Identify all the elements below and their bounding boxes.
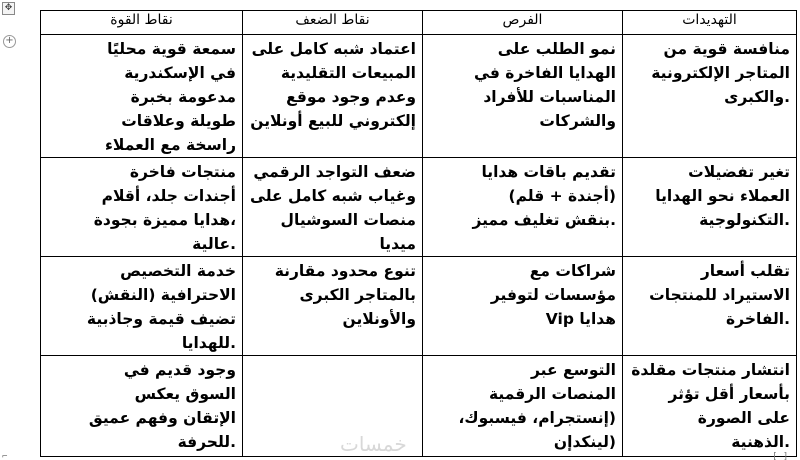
table-cell[interactable]: تغير تفضيلات العملاء نحو الهدايا .التكنولوجية <box>623 158 797 257</box>
page-corner-mark: ⌐ <box>2 452 8 460</box>
table-row <box>41 257 797 356</box>
table-cell[interactable]: سمعة قوية محليًا في الإسكندرية مدعومة بخبرة طويلة وعلاقات راسخة مع العملاء <box>41 35 243 158</box>
table-move-handle-icon[interactable]: ✥ <box>2 2 15 15</box>
table-cell[interactable]: ضعف التواجد الرقمي وغياب شبه كامل على منصات السوشيال ميديا <box>243 158 423 257</box>
table-cell[interactable]: تقديم باقات هدايا (أجندة + قلم) .بنقش تغليف مميز <box>423 158 623 257</box>
table-cell[interactable]: انتشار منتجات مقلدة بأسعار أقل تؤثر على الصورة .الذهنية <box>623 356 797 457</box>
table-header-row <box>41 11 797 35</box>
header-threats[interactable]: التهديدات <box>623 11 797 35</box>
table-cell[interactable]: منتجات فاخرة أجندات جلد، أقلام ،هدايا مميزة بجودة .عالية <box>41 158 243 257</box>
table-cell[interactable]: تقلب أسعار الاستيراد للمنتجات .الفاخرة <box>623 257 797 356</box>
table-cell[interactable]: خدمة التخصيص الاحترافية (النقش) تضيف قيمة وجاذبية .للهدايا <box>41 257 243 356</box>
table-row <box>41 158 797 257</box>
table-cell[interactable]: التوسع عبر المنصات الرقمية (إنستجرام، فيسبوك، (لينكدإن <box>423 356 623 457</box>
table-cell[interactable]: تنوع محدود مقارنة بالمتاجر الكبرى والأونلاين <box>243 257 423 356</box>
table-cell[interactable]: منافسة قوية من المتاجر الإلكترونية .والكبرى <box>623 35 797 158</box>
header-strengths[interactable]: نقاط القوة <box>41 11 243 35</box>
watermark: خمسات <box>340 432 407 456</box>
swot-table <box>40 10 797 457</box>
add-row-icon[interactable]: + <box>3 35 16 48</box>
table-cell[interactable]: شراكات مع مؤسسات لتوفير هدايا Vip <box>423 257 623 356</box>
table-cell[interactable]: اعتماد شبه كامل على المبيعات التقليدية وعدم وجود موقع إلكتروني للبيع أونلاين <box>243 35 423 158</box>
header-weaknesses[interactable]: نقاط الضعف <box>243 11 423 35</box>
table-row <box>41 35 797 158</box>
page-corner-mark: [ ] <box>772 452 789 460</box>
table-cell[interactable]: نمو الطلب على الهدايا الفاخرة في المناسبات للأفراد والشركات <box>423 35 623 158</box>
header-opportunities[interactable]: الفرص <box>423 11 623 35</box>
table-row <box>41 356 797 457</box>
table-cell[interactable]: وجود قديم في السوق يعكس الإتقان وفهم عميق .للحرفة <box>41 356 243 457</box>
